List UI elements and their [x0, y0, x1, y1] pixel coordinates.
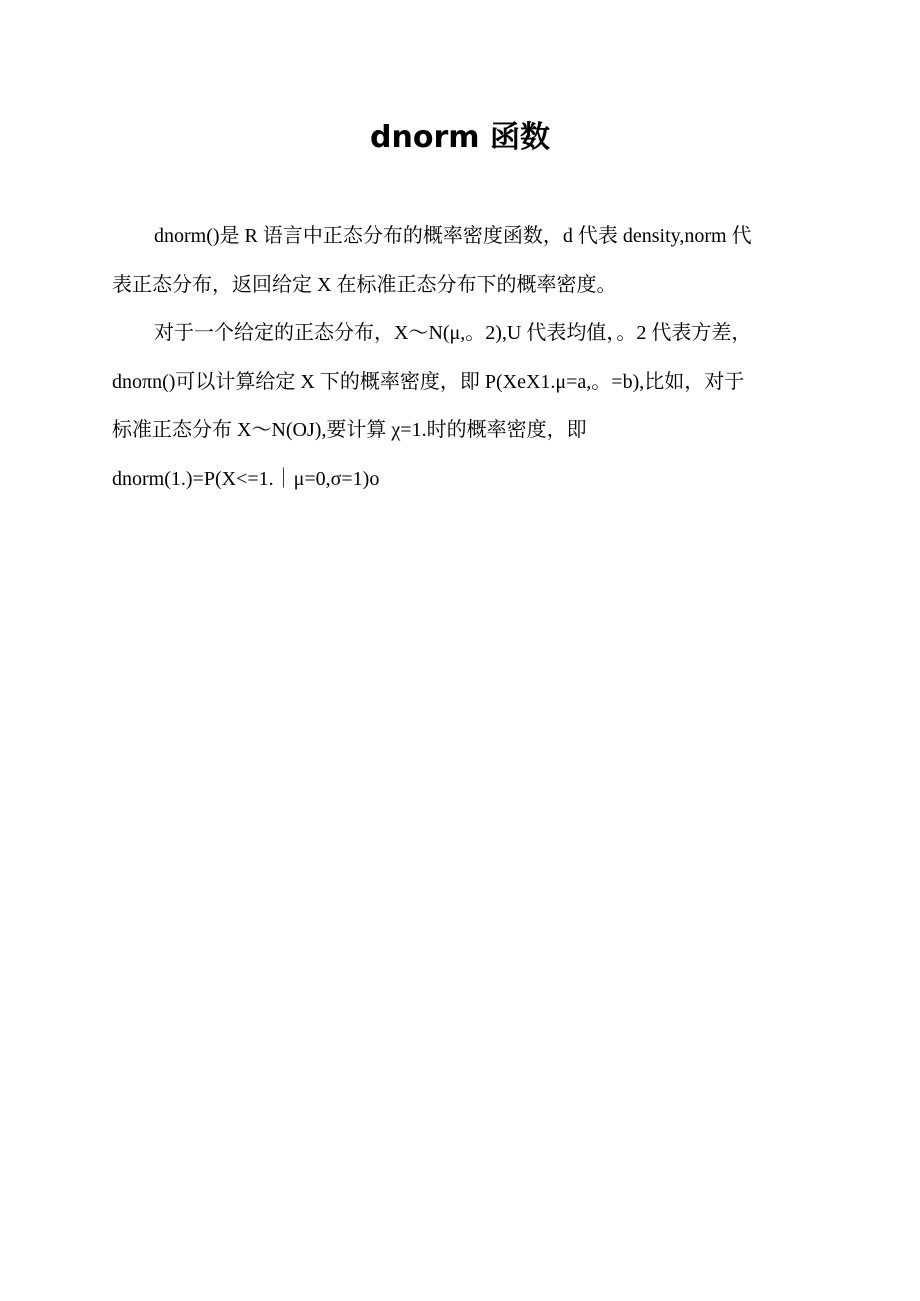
- paragraph-line: 对于一个给定的正态分布，X～N(μ,。2),U 代表均值，。2 代表方差，: [154, 322, 752, 344]
- paragraph-1: [112, 212, 802, 309]
- paragraph-line: dnorm(1.)=P(X<=1.｜μ=0,σ=1)o: [112, 467, 380, 490]
- paragraph-line: 表正态分布，返回给定 X 在标准正态分布下的概率密度。: [112, 273, 617, 296]
- paragraph-line: dnoπn()可以计算给定 X 下的概率密度，即 P(XeX1.μ=a,。=b),比如，对于: [112, 370, 745, 393]
- paragraph-line: dnorm()是 R 语言中正态分布的概率密度函数，d 代表 density,norm 代: [154, 225, 752, 247]
- paragraph-line: 标准正态分布 X～N(OJ),要计算 χ=1.时的概率密度，即: [112, 419, 587, 441]
- document-body: [112, 212, 802, 503]
- paragraph-2: [112, 309, 802, 503]
- document-title: dnorm 函数: [370, 120, 550, 155]
